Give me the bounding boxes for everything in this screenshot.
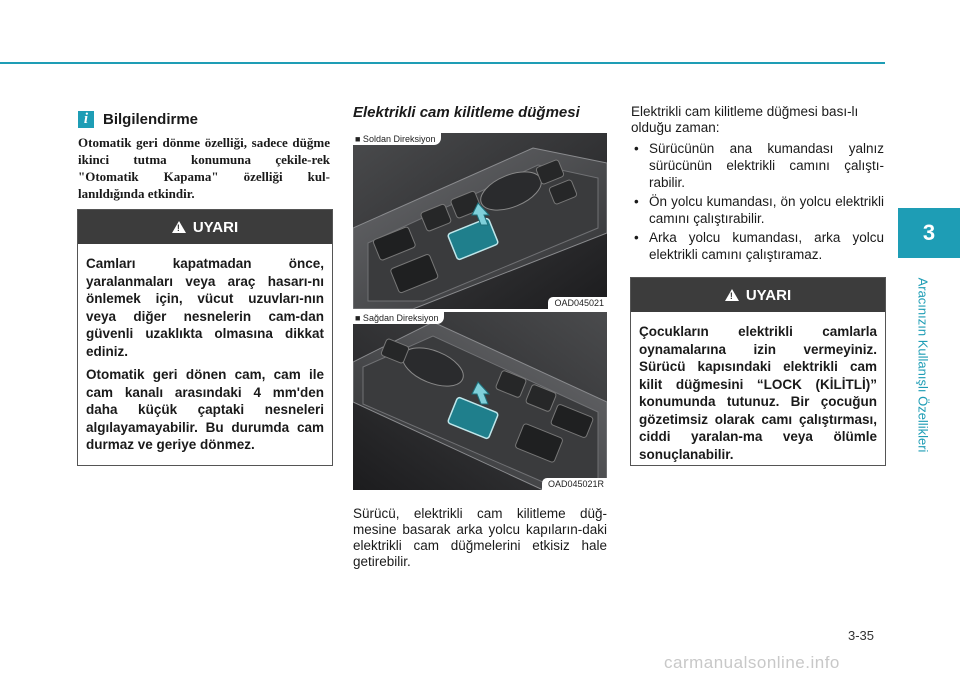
chapter-title bbox=[913, 270, 933, 460]
photo-label: ■ Soldan Direksiyon bbox=[353, 133, 441, 145]
lock-condition-intro: Elektrikli cam kilitleme düğmesi bası-lı olduğu zaman: bbox=[631, 104, 859, 135]
info-heading bbox=[78, 111, 198, 128]
photo-code: OAD045021R bbox=[542, 478, 607, 490]
photo-label: ■ Sağdan Direksiyon bbox=[353, 312, 444, 324]
chapter-title-text: Aracınızın Kullanışlı Özellikleri bbox=[915, 277, 931, 453]
warning-header bbox=[631, 278, 885, 312]
warning-triangle-icon: ! bbox=[725, 289, 739, 301]
warning-box-2 bbox=[630, 277, 886, 466]
window-switch-panel-illustration bbox=[353, 133, 607, 309]
list-item: • Arka yolcu kumandası, arka yolcu elektrikli camını çalıştıramaz. bbox=[631, 229, 884, 263]
section-body-text: Sürücü, elektrikli cam kilitleme düğ-mesine basarak arka yolcu kapıların-daki elektrikli cam düğmelerini etkisiz hale getirebilir. bbox=[353, 506, 607, 569]
list-item: • Ön yolcu kumandası, ön yolcu elektrikli camını çalıştırabilir. bbox=[631, 193, 884, 227]
warning-box-1 bbox=[77, 209, 333, 466]
warning-paragraph: Camları kapatmadan önce, yaralanmaları veya araç hasarı-nı önlemek için, vücut uzuvları-nın veya diğer nesnelerin cam-dan güvenli uzaklıkta olmasına dikkat ediniz. bbox=[86, 256, 324, 359]
chapter-number-tab: 3 bbox=[898, 208, 960, 258]
lock-effects-list bbox=[631, 140, 884, 265]
info-title: Bilgilendirme bbox=[103, 111, 199, 128]
info-icon: i bbox=[78, 111, 94, 128]
info-text: Otomatik geri dönme özelliği, sadece düğme ikinci tutma konumuna çekile-rek "Otomatik Kapama" özelliği kul-lanıldığında etkindir. bbox=[78, 135, 330, 201]
list-item: • Sürücünün ana kumandası yalnız sürücünün elektrikli camını çalıştı-rabilir. bbox=[631, 140, 884, 191]
header-rule bbox=[0, 62, 885, 64]
photo-right-hand-drive bbox=[353, 312, 607, 490]
warning-header bbox=[78, 210, 332, 244]
section-title: Elektrikli cam kilitleme düğmesi bbox=[353, 104, 580, 121]
warning-triangle-icon: ! bbox=[172, 221, 186, 233]
warning-paragraph: Otomatik geri dönen cam, cam ile cam kanalı arasındaki 4 mm'den daha küçük çaptaki nesneleri algılayamayabilir. Bu durumda cam durmaz ve geriye dönmez. bbox=[86, 367, 324, 452]
watermark: carmanualsonline.info bbox=[664, 653, 840, 672]
warning-body bbox=[631, 312, 885, 477]
warning-title: UYARI bbox=[192, 218, 239, 236]
warning-paragraph: Çocukların elektrikli camlarla oynamalarına izin vermeyiniz. Sürücü kapısındaki elektrikli cam kilit düğmesini “LOCK (KİLİTLİ)” konumunda tutunuz. Bir çocuğun gözetimsiz olarak camı çalıştırması, ciddi yaralan-ma veya ölümle sonuçlanabilir. bbox=[639, 324, 877, 462]
warning-body bbox=[78, 244, 332, 468]
photo-code: OAD045021 bbox=[548, 297, 607, 309]
photo-left-hand-drive bbox=[353, 133, 607, 309]
window-switch-panel-illustration bbox=[353, 312, 607, 490]
warning-title: UYARI bbox=[745, 286, 792, 304]
page-number: 3-35 bbox=[848, 628, 875, 643]
